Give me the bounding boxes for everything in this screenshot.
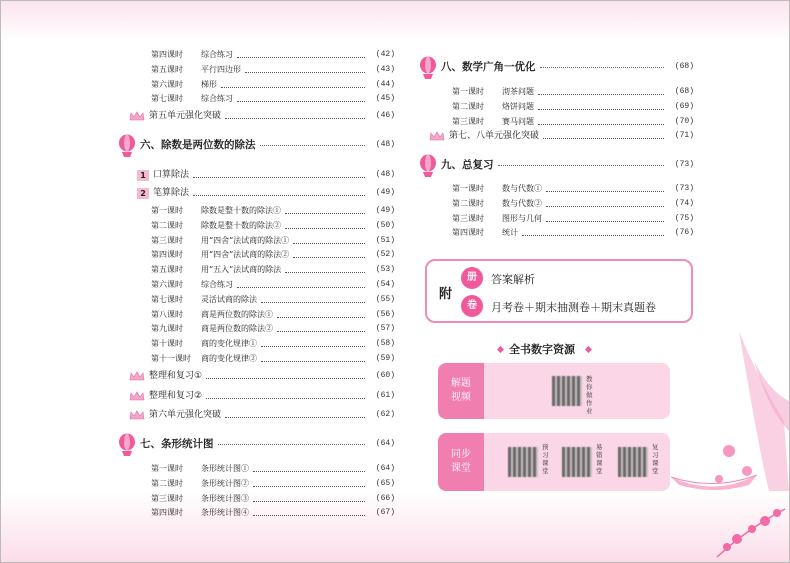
balloon-icon (118, 134, 136, 160)
page-number: (66) (375, 493, 395, 503)
dot-leader (245, 59, 365, 73)
page-number: (75) (674, 213, 694, 223)
balloon-icon (419, 56, 437, 82)
review-row[interactable] (149, 389, 395, 403)
page-number: (54) (375, 280, 395, 289)
page-number: (52) (375, 250, 395, 260)
lesson-number: 第四课时 (151, 508, 183, 518)
lesson-number: 第二课时 (452, 101, 484, 111)
page-number: (70) (674, 116, 694, 126)
page-number: (61) (375, 391, 395, 400)
dot-leader (261, 348, 365, 362)
dot-leader (206, 365, 365, 379)
chapter-9-heading[interactable] (441, 154, 694, 176)
page-number: (68) (674, 62, 694, 71)
qr-code-icon[interactable] (552, 376, 582, 406)
page-number: (56) (375, 309, 395, 319)
dot-leader (193, 182, 365, 196)
review-row[interactable] (149, 369, 395, 383)
toc-lesson-row[interactable] (151, 352, 395, 366)
diamond-icon (497, 346, 504, 353)
dot-leader (546, 178, 664, 192)
dot-leader (237, 44, 365, 58)
page-number: (49) (375, 206, 395, 215)
lesson-title: 除数是整十数的除法② (201, 220, 281, 230)
lesson-title: 梯形 (201, 79, 217, 89)
dot-leader (293, 230, 365, 244)
lesson-title: 烙饼问题 (502, 101, 534, 111)
page-number: (51) (375, 235, 395, 245)
dot-leader (237, 274, 365, 288)
lesson-number: 第三课时 (151, 235, 183, 245)
lesson-title: 综合练习 (201, 280, 233, 289)
unit6-review-row[interactable] (149, 408, 395, 422)
dot-leader (543, 125, 664, 139)
chapter-8-heading[interactable] (441, 56, 694, 78)
page-number: (50) (375, 220, 395, 230)
chapter-title: 八、数学广角一优化 (441, 61, 536, 73)
lesson-title: 数与代数② (502, 198, 542, 208)
lesson-number: 第五课时 (151, 265, 183, 275)
lesson-number: 第七课时 (151, 294, 183, 304)
dot-leader (285, 200, 365, 214)
balloon-icon (419, 154, 437, 180)
section-label: 整理和复习② (149, 391, 203, 401)
lesson-number: 第六课时 (151, 79, 183, 89)
lesson-number: 第一课时 (452, 87, 484, 96)
dot-leader (285, 215, 365, 229)
dot-leader (193, 164, 365, 178)
part-label: 口算除法 (153, 170, 190, 180)
page-number: (60) (375, 371, 395, 380)
dot-leader (253, 473, 365, 487)
page-number: (73) (674, 184, 694, 193)
page-number: (76) (674, 228, 694, 238)
dot-leader (277, 304, 365, 318)
sync-class-box (438, 433, 670, 491)
part-label: 笔算除法 (153, 188, 190, 198)
flower-branch-illustration (707, 489, 787, 559)
section-label: 第七、八单元强化突破 (449, 131, 540, 141)
lesson-title: 商是两位数的除法② (201, 324, 273, 334)
lesson-number: 第一课时 (452, 184, 484, 193)
dot-leader (206, 385, 365, 399)
page-number: (53) (375, 265, 395, 275)
section-label: 第五单元强化突破 (149, 111, 222, 121)
digital-resources-title: 全书数字资源 (509, 343, 575, 356)
page-number: (64) (375, 464, 395, 473)
lesson-title: 商的变化规律② (201, 354, 257, 363)
lesson-number: 第四课时 (151, 50, 183, 59)
page-number: (65) (375, 478, 395, 488)
lesson-title: 数与代数① (502, 184, 542, 193)
page-number: (59) (375, 354, 395, 363)
dot-leader (498, 165, 664, 166)
lesson-number: 第四课时 (452, 228, 484, 238)
lesson-number: 第九课时 (151, 324, 183, 334)
dot-leader (540, 67, 664, 68)
part-number-tag: 2 (137, 188, 149, 199)
toc-part-row[interactable] (153, 186, 395, 200)
chapter-7-heading[interactable] (140, 433, 395, 455)
crown-icon (129, 410, 145, 420)
qr-code-icon[interactable] (618, 447, 648, 477)
dot-leader (546, 193, 664, 207)
lesson-title: 用“四舍”法试商的除法① (201, 235, 290, 245)
lesson-title: 灵活试商的除法 (201, 294, 257, 304)
chapter-6-heading[interactable] (140, 134, 395, 156)
qr-code-icon[interactable] (562, 447, 592, 477)
lesson-title: 条形统计图④ (201, 508, 249, 518)
page-number: (45) (375, 94, 395, 104)
appendix-label: 附 (439, 287, 453, 302)
lesson-number: 第一课时 (151, 206, 183, 215)
dot-leader (546, 208, 664, 222)
page-number: (58) (375, 339, 395, 349)
dot-leader (261, 333, 365, 347)
lesson-title: 用“四舍”法试商的除法② (201, 250, 290, 260)
balloon-icon (118, 433, 136, 459)
crown-icon (129, 391, 145, 401)
dot-leader (522, 222, 664, 236)
toc-lesson-row[interactable] (452, 226, 694, 240)
top-gradient (1, 1, 790, 41)
page-number: (71) (674, 131, 694, 140)
chapter-title: 六、除数是两位数的除法 (140, 139, 256, 151)
page-number: (46) (375, 111, 395, 120)
lesson-title: 商是两位数的除法① (201, 309, 273, 319)
lesson-number: 第二课时 (452, 198, 484, 208)
dot-leader (538, 111, 664, 125)
qr-code-icon[interactable] (508, 447, 538, 477)
lesson-number: 第二课时 (151, 478, 183, 488)
exam-papers-text: 月考卷＋期末抽测卷＋期末真题卷 (491, 301, 656, 314)
lesson-number: 第十一课时 (151, 354, 191, 363)
lesson-title: 平行四边形 (201, 64, 241, 74)
page-number: (69) (674, 101, 694, 111)
diamond-icon (585, 346, 592, 353)
qr-label: 教你做作业 (586, 375, 593, 415)
section-label: 整理和复习① (149, 371, 203, 381)
qr-label: 复习课堂 (652, 443, 659, 475)
dot-leader (261, 289, 365, 303)
lesson-title: 除数是整十数的除法① (201, 206, 281, 215)
sync-class-tab: 同步课堂 (438, 433, 484, 491)
lesson-title: 沏茶问题 (502, 87, 534, 96)
appendix-box (425, 259, 693, 323)
exam-papers-badge: 卷 (461, 295, 483, 317)
lesson-number: 第八课时 (151, 309, 183, 319)
lesson-number: 第四课时 (151, 250, 183, 260)
lesson-number: 第六课时 (151, 280, 183, 289)
dot-leader (260, 145, 365, 146)
dot-leader (285, 259, 365, 273)
page-number: (42) (375, 50, 395, 59)
qr-label: 易错课堂 (596, 443, 603, 475)
page-number: (64) (375, 439, 395, 448)
lesson-title: 综合练习 (201, 50, 233, 59)
qr-label: 预习课堂 (542, 443, 549, 475)
page-number: (43) (375, 64, 395, 74)
toc-part-row[interactable] (153, 168, 395, 182)
lesson-number: 第一课时 (151, 464, 183, 473)
page-number: (62) (375, 410, 395, 419)
unit5-review-row[interactable] (149, 109, 395, 123)
page-number: (44) (375, 79, 395, 89)
page-number: (67) (375, 508, 395, 518)
dot-leader (237, 88, 365, 102)
lesson-number: 第七课时 (151, 94, 183, 104)
solution-video-tab: 解题视频 (438, 363, 484, 419)
lesson-title: 图形与几何 (502, 213, 542, 223)
page-number: (49) (375, 188, 395, 197)
lesson-title: 统计 (502, 228, 518, 238)
cherry-tree-illustration (699, 301, 789, 491)
chapter-title: 七、条形统计图 (140, 438, 214, 450)
lesson-number: 第三课时 (151, 493, 183, 503)
page-number: (74) (674, 198, 694, 208)
lesson-number: 第五课时 (151, 64, 183, 74)
lesson-title: 赛马问题 (502, 116, 534, 126)
solution-video-box (438, 363, 670, 419)
bottom-gradient (1, 492, 790, 562)
lesson-number: 第十课时 (151, 339, 183, 349)
part-number-tag: 1 (137, 170, 149, 181)
dot-leader (538, 81, 664, 95)
page-number: (57) (375, 324, 395, 334)
lesson-title: 条形统计图③ (201, 493, 249, 503)
lesson-title: 综合练习 (201, 94, 233, 104)
lesson-number: 第三课时 (452, 213, 484, 223)
lesson-title: 用“五入”法试商的除法 (201, 265, 282, 275)
chapter-title: 九、总复习 (441, 159, 494, 171)
dot-leader (253, 502, 365, 516)
dot-leader (253, 488, 365, 502)
crown-icon (429, 131, 445, 141)
lesson-title: 条形统计图① (201, 464, 249, 473)
lesson-number: 第二课时 (151, 220, 183, 230)
answer-booklet-badge: 册 (461, 267, 483, 289)
dot-leader (225, 404, 365, 418)
lesson-title: 商的变化规律① (201, 339, 257, 349)
lesson-title: 条形统计图② (201, 478, 249, 488)
page-number: (48) (375, 170, 395, 179)
page-number: (48) (375, 140, 395, 149)
dot-leader (218, 444, 365, 445)
unit78-review-row[interactable] (449, 129, 694, 143)
toc-lesson-row[interactable] (151, 506, 395, 520)
dot-leader (277, 318, 365, 332)
dot-leader (293, 244, 365, 258)
page-number: (68) (674, 87, 694, 96)
crown-icon (129, 371, 145, 381)
dot-leader (253, 458, 365, 472)
crown-icon (129, 111, 145, 121)
dot-leader (221, 74, 365, 88)
page-number: (55) (375, 294, 395, 304)
dot-leader (225, 105, 365, 119)
answer-booklet-text: 答案解析 (491, 273, 535, 286)
lesson-number: 第三课时 (452, 116, 484, 126)
dot-leader (538, 96, 664, 110)
page-number: (73) (674, 160, 694, 169)
section-label: 第六单元强化突破 (149, 410, 222, 420)
